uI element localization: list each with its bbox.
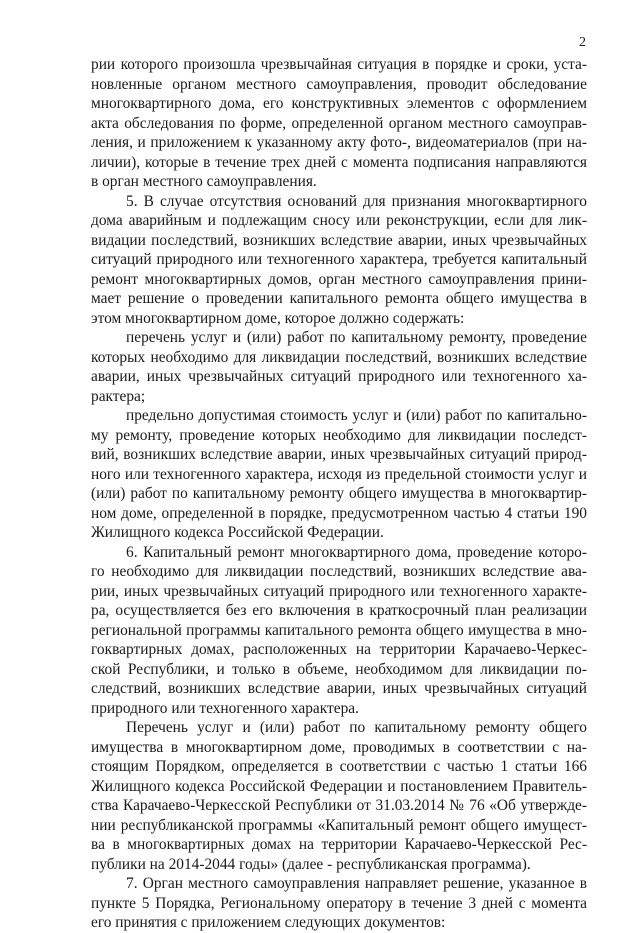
text-line: в орган местного самоуправления. xyxy=(91,173,317,190)
text-line: ном доме, определенной в порядке, предусмотренном частью 4 статьи 190 xyxy=(91,504,587,522)
text-line: предельно допустимая стоимость услуг и (или) работ по капитально- xyxy=(126,407,587,424)
text-line: многоквартирного дома, его конструктивных элементов с оформлением xyxy=(91,95,587,112)
text-line: ства Карачаево-Черкесской Республики от 31.03.2014 № 76 «Об утвержде- xyxy=(91,797,587,814)
text-line: рактера; xyxy=(91,387,146,405)
text-line: имущества в многоквартирном доме, проводимых в соответствии с на- xyxy=(91,738,587,756)
text-line: ской Республики, и только в объеме, необходимом для ликвидации по- xyxy=(91,660,587,678)
text-line: ва в многоквартирных домах на территории Карачаево-Черкесской Рес- xyxy=(91,836,587,853)
text-line: ления, и приложением к указанному акту фото-, видеоматериалов (при на- xyxy=(91,134,587,151)
text-line: пункте 5 Порядка, Региональному оператору в течение 3 дней с момента xyxy=(91,894,587,912)
text-line: 5. В случае отсутствия оснований для признания многоквартирного xyxy=(126,192,587,210)
text-line: го необходимо для ликвидации последствий, возникших вследствие ава- xyxy=(91,563,587,580)
text-line: рии, иных чрезвычайных ситуаций природного или техногенного характе- xyxy=(91,582,587,600)
text-line: региональной программы капитального ремонта общего имущества в мно- xyxy=(91,621,587,639)
text-line: нии республиканской программы «Капитальный ремонт общего имущест- xyxy=(91,816,587,834)
text-line: аварии, иных чрезвычайных ситуаций природного или техногенного ха- xyxy=(91,368,587,385)
text-line: (или) работ по капитальному ремонту общего имущества в многоквартир- xyxy=(91,485,587,502)
page-number: 2 xyxy=(579,35,586,50)
text-line: перечень услуг и (или) работ по капитальному ремонту, проведение xyxy=(126,329,587,346)
text-line: ра, осуществляется без его включения в краткосрочный план реализации xyxy=(91,602,587,619)
text-line: этом многоквартирном доме, которое должно содержать: xyxy=(91,309,465,327)
text-line: его принятия с приложением следующих документов: xyxy=(91,914,446,931)
text-line: природного или техногенного характера. xyxy=(91,699,359,717)
text-line: акта обследования по форме, определенной органом местного самоуправ- xyxy=(91,114,587,132)
text-line: Жилищного кодекса Российской Федерации и постановлением Правитель- xyxy=(91,777,587,795)
document-body xyxy=(91,55,587,933)
text-line: личии), которые в течение трех дней с момента подписания направляются xyxy=(91,153,587,171)
text-line: Перечень услуг и (или) работ по капитальному ремонту общего xyxy=(126,719,587,736)
text-line: 6. Капитальный ремонт многоквартирного дома, проведение которо- xyxy=(126,543,587,561)
text-line: видации последствий, возникших вследствие аварии, иных чрезвычайных xyxy=(91,231,587,249)
text-line: следствий, возникших вследствие аварии, иных чрезвычайных ситуаций xyxy=(91,680,587,697)
text-line: ного или техногенного характера, исходя из предельной стоимости услуг и xyxy=(91,465,587,483)
text-line: новленные органом местного самоуправления, проводит обследование xyxy=(91,75,587,93)
text-line: му ремонту, проведение которых необходимо для ликвидации последст- xyxy=(91,426,587,444)
text-line: рии которого произошла чрезвычайная ситуация в порядке и сроки, уста- xyxy=(91,56,587,73)
text-line: Жилищного кодекса Российской Федерации. xyxy=(91,524,384,541)
text-line: вий, возникших вследствие аварии, иных чрезвычайных ситуаций природ- xyxy=(91,446,587,463)
text-line: 7. Орган местного самоуправления направляет решение, указанное в xyxy=(126,875,587,892)
text-line: гоквартирных домах, расположенных на территории Карачаево-Черкес- xyxy=(91,641,587,658)
text-line: ремонт многоквартирных домов, орган местного самоуправления прини- xyxy=(91,270,587,288)
text-line: стоящим Порядком, определяется в соответствии с частью 1 статьи 166 xyxy=(91,758,587,775)
text-line: ситуаций природного или техногенного характера, требуется капитальный xyxy=(91,251,587,268)
text-line: дома аварийным и подлежащим сносу или реконструкции, если для лик- xyxy=(91,212,587,229)
text-line: мает решение о проведении капитального ремонта общего имущества в xyxy=(91,290,587,307)
text-line: публики на 2014-2044 годы» (далее - республиканская программа). xyxy=(91,855,531,873)
text-line: которых необходимо для ликвидации последствий, возникших вследствие xyxy=(91,348,587,366)
